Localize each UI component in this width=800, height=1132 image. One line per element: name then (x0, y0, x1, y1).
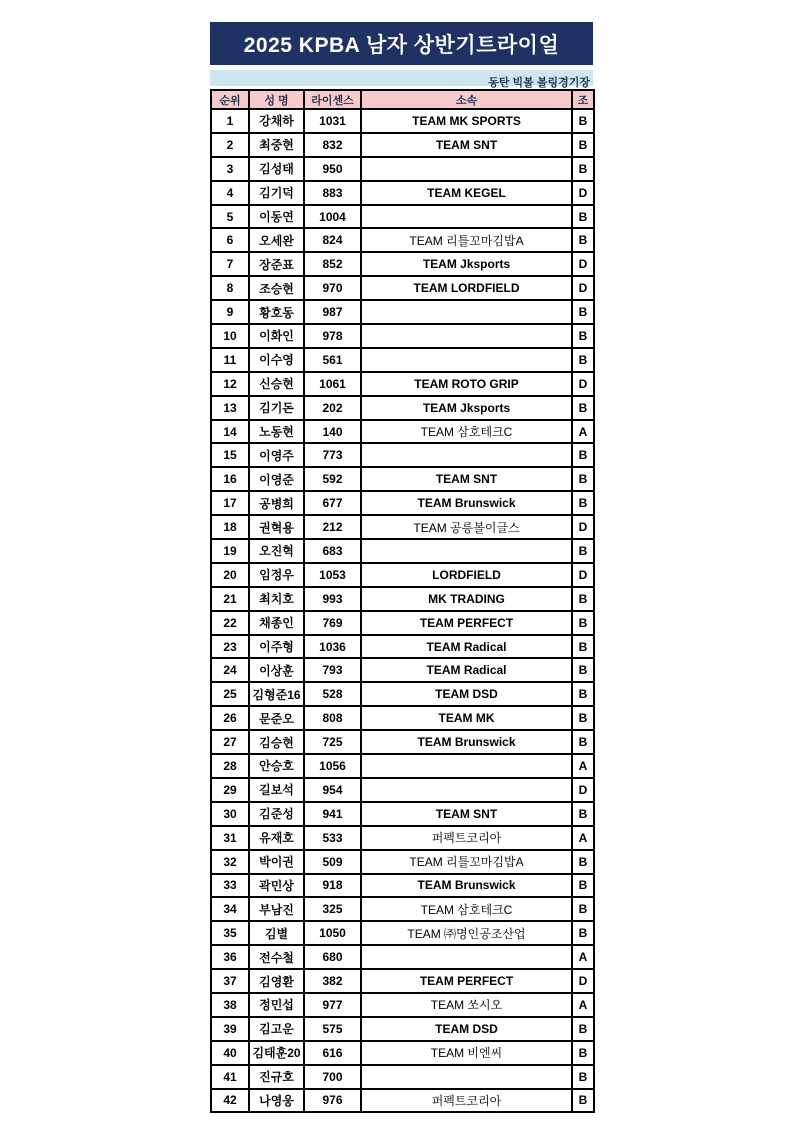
cell-team: TEAM ㈜명인공조산업 (361, 921, 572, 945)
cell-team: TEAM Brunswick (361, 874, 572, 898)
cell-rank: 22 (211, 611, 249, 635)
table-row (211, 1065, 594, 1089)
cell-group: B (572, 1041, 594, 1065)
col-header-license: 라이센스 (304, 90, 361, 109)
cell-team: TEAM 쏘시오 (361, 993, 572, 1017)
cell-team: TEAM SNT (361, 133, 572, 157)
cell-group: B (572, 324, 594, 348)
cell-name: 김영환 (249, 969, 304, 993)
roster-document (210, 22, 593, 1113)
cell-name: 강채하 (249, 109, 304, 133)
cell-name: 오세완 (249, 228, 304, 252)
cell-group: B (572, 205, 594, 229)
cell-license: 1050 (304, 921, 361, 945)
cell-rank: 6 (211, 228, 249, 252)
cell-license: 950 (304, 157, 361, 181)
cell-name: 이영주 (249, 443, 304, 467)
col-header-group: 조 (572, 90, 594, 109)
cell-team: TEAM PERFECT (361, 969, 572, 993)
cell-rank: 25 (211, 682, 249, 706)
cell-license: 970 (304, 276, 361, 300)
cell-name: 노동현 (249, 420, 304, 444)
cell-team: MK TRADING (361, 587, 572, 611)
cell-license: 808 (304, 706, 361, 730)
cell-license: 987 (304, 300, 361, 324)
cell-license: 1061 (304, 372, 361, 396)
cell-rank: 39 (211, 1017, 249, 1041)
cell-rank: 9 (211, 300, 249, 324)
cell-team: TEAM ROTO GRIP (361, 372, 572, 396)
cell-team: TEAM Radical (361, 658, 572, 682)
cell-team: TEAM Brunswick (361, 491, 572, 515)
table-header-row (211, 90, 594, 109)
cell-name: 공병희 (249, 491, 304, 515)
cell-group: B (572, 730, 594, 754)
cell-group: B (572, 587, 594, 611)
cell-license: 1053 (304, 563, 361, 587)
table-row (211, 252, 594, 276)
cell-rank: 11 (211, 348, 249, 372)
title-banner (210, 22, 593, 65)
cell-group: B (572, 850, 594, 874)
cell-team: TEAM Radical (361, 635, 572, 659)
cell-rank: 7 (211, 252, 249, 276)
cell-license: 1031 (304, 109, 361, 133)
cell-license: 832 (304, 133, 361, 157)
cell-rank: 12 (211, 372, 249, 396)
cell-license: 976 (304, 1089, 361, 1113)
cell-license: 954 (304, 778, 361, 802)
cell-name: 정민섭 (249, 993, 304, 1017)
cell-team (361, 205, 572, 229)
cell-name: 김기돈 (249, 396, 304, 420)
table-row (211, 181, 594, 205)
cell-license: 993 (304, 587, 361, 611)
table-row (211, 587, 594, 611)
cell-name: 문준오 (249, 706, 304, 730)
cell-rank: 23 (211, 635, 249, 659)
table-row (211, 443, 594, 467)
cell-name: 이주형 (249, 635, 304, 659)
cell-group: B (572, 874, 594, 898)
cell-rank: 34 (211, 897, 249, 921)
cell-rank: 17 (211, 491, 249, 515)
cell-name: 오진혁 (249, 539, 304, 563)
cell-team: TEAM 삼호테크C (361, 420, 572, 444)
cell-license: 824 (304, 228, 361, 252)
cell-rank: 33 (211, 874, 249, 898)
cell-group: A (572, 993, 594, 1017)
cell-name: 김준성 (249, 802, 304, 826)
cell-rank: 32 (211, 850, 249, 874)
cell-group: A (572, 945, 594, 969)
cell-group: B (572, 133, 594, 157)
cell-license: 575 (304, 1017, 361, 1041)
cell-rank: 4 (211, 181, 249, 205)
cell-name: 채종인 (249, 611, 304, 635)
cell-name: 김태훈20 (249, 1041, 304, 1065)
cell-rank: 27 (211, 730, 249, 754)
cell-license: 725 (304, 730, 361, 754)
cell-name: 황호동 (249, 300, 304, 324)
cell-rank: 13 (211, 396, 249, 420)
cell-license: 1004 (304, 205, 361, 229)
cell-group: D (572, 969, 594, 993)
table-row (211, 157, 594, 181)
cell-group: B (572, 1017, 594, 1041)
cell-group: B (572, 802, 594, 826)
table-row (211, 850, 594, 874)
table-row (211, 945, 594, 969)
col-header-name: 성 명 (249, 90, 304, 109)
cell-rank: 41 (211, 1065, 249, 1089)
cell-group: B (572, 706, 594, 730)
cell-name: 진규호 (249, 1065, 304, 1089)
table-row (211, 372, 594, 396)
table-row (211, 515, 594, 539)
cell-team: TEAM MK (361, 706, 572, 730)
cell-team: TEAM 삼호테크C (361, 897, 572, 921)
cell-team (361, 300, 572, 324)
cell-group: B (572, 611, 594, 635)
cell-team: TEAM 리틀꼬마김밥A (361, 850, 572, 874)
table-row (211, 611, 594, 635)
cell-group: B (572, 897, 594, 921)
cell-license: 977 (304, 993, 361, 1017)
cell-rank: 42 (211, 1089, 249, 1113)
cell-group: A (572, 754, 594, 778)
cell-group: D (572, 778, 594, 802)
table-row (211, 706, 594, 730)
cell-name: 길보석 (249, 778, 304, 802)
table-row (211, 682, 594, 706)
cell-team: TEAM PERFECT (361, 611, 572, 635)
cell-rank: 37 (211, 969, 249, 993)
cell-group: A (572, 826, 594, 850)
cell-name: 권혁용 (249, 515, 304, 539)
cell-group: B (572, 109, 594, 133)
cell-group: D (572, 563, 594, 587)
cell-group: D (572, 515, 594, 539)
cell-group: D (572, 181, 594, 205)
cell-team: TEAM 리틀꼬마김밥A (361, 228, 572, 252)
cell-license: 769 (304, 611, 361, 635)
cell-name: 안승호 (249, 754, 304, 778)
cell-group: B (572, 396, 594, 420)
cell-group: D (572, 252, 594, 276)
cell-team: 퍼펙트코리아 (361, 1089, 572, 1113)
cell-license: 592 (304, 467, 361, 491)
table-row (211, 228, 594, 252)
cell-rank: 26 (211, 706, 249, 730)
cell-rank: 21 (211, 587, 249, 611)
cell-license: 325 (304, 897, 361, 921)
cell-rank: 38 (211, 993, 249, 1017)
cell-group: D (572, 372, 594, 396)
cell-name: 최치호 (249, 587, 304, 611)
table-row (211, 205, 594, 229)
cell-team: TEAM Jksports (361, 396, 572, 420)
cell-license: 561 (304, 348, 361, 372)
cell-team: TEAM SNT (361, 802, 572, 826)
cell-license: 773 (304, 443, 361, 467)
col-header-rank: 순위 (211, 90, 249, 109)
cell-group: B (572, 682, 594, 706)
cell-team (361, 778, 572, 802)
cell-rank: 8 (211, 276, 249, 300)
cell-name: 조승현 (249, 276, 304, 300)
cell-rank: 5 (211, 205, 249, 229)
venue-band (210, 70, 593, 89)
cell-license: 700 (304, 1065, 361, 1089)
cell-rank: 29 (211, 778, 249, 802)
cell-rank: 1 (211, 109, 249, 133)
cell-rank: 16 (211, 467, 249, 491)
cell-license: 883 (304, 181, 361, 205)
table-row (211, 730, 594, 754)
cell-team (361, 945, 572, 969)
cell-rank: 19 (211, 539, 249, 563)
cell-team (361, 754, 572, 778)
table-row (211, 420, 594, 444)
table-row (211, 993, 594, 1017)
cell-team: TEAM Jksports (361, 252, 572, 276)
cell-license: 793 (304, 658, 361, 682)
cell-group: B (572, 157, 594, 181)
cell-team: TEAM SNT (361, 467, 572, 491)
table-row (211, 897, 594, 921)
cell-rank: 3 (211, 157, 249, 181)
table-row (211, 969, 594, 993)
cell-rank: 30 (211, 802, 249, 826)
cell-team: TEAM LORDFIELD (361, 276, 572, 300)
cell-group: D (572, 276, 594, 300)
cell-rank: 15 (211, 443, 249, 467)
cell-team (361, 324, 572, 348)
table-row (211, 921, 594, 945)
cell-name: 이화인 (249, 324, 304, 348)
cell-group: B (572, 491, 594, 515)
cell-license: 202 (304, 396, 361, 420)
cell-name: 김성태 (249, 157, 304, 181)
cell-license: 978 (304, 324, 361, 348)
cell-name: 김기덕 (249, 181, 304, 205)
table-row (211, 491, 594, 515)
cell-group: A (572, 420, 594, 444)
cell-rank: 35 (211, 921, 249, 945)
cell-name: 유재호 (249, 826, 304, 850)
cell-rank: 18 (211, 515, 249, 539)
cell-group: B (572, 228, 594, 252)
cell-rank: 40 (211, 1041, 249, 1065)
cell-name: 신승현 (249, 372, 304, 396)
cell-name: 곽민상 (249, 874, 304, 898)
cell-team: TEAM Brunswick (361, 730, 572, 754)
table-row (211, 563, 594, 587)
cell-license: 382 (304, 969, 361, 993)
cell-name: 김형준16 (249, 682, 304, 706)
cell-group: B (572, 300, 594, 324)
table-row (211, 133, 594, 157)
cell-name: 이수영 (249, 348, 304, 372)
table-row (211, 396, 594, 420)
page-title: 2025 KPBA 남자 상반기트라이얼 (243, 33, 560, 57)
cell-rank: 14 (211, 420, 249, 444)
cell-name: 이동연 (249, 205, 304, 229)
cell-license: 941 (304, 802, 361, 826)
cell-name: 이상훈 (249, 658, 304, 682)
cell-rank: 2 (211, 133, 249, 157)
cell-team (361, 539, 572, 563)
cell-license: 1036 (304, 635, 361, 659)
cell-license: 1056 (304, 754, 361, 778)
cell-team (361, 157, 572, 181)
table-row (211, 109, 594, 133)
cell-rank: 36 (211, 945, 249, 969)
roster-table (210, 89, 595, 1113)
cell-team (361, 1065, 572, 1089)
cell-rank: 20 (211, 563, 249, 587)
cell-license: 509 (304, 850, 361, 874)
venue-label: 동탄 빅볼 볼링경기장 (488, 77, 590, 89)
col-header-team: 소속 (361, 90, 572, 109)
cell-group: B (572, 539, 594, 563)
cell-name: 박이권 (249, 850, 304, 874)
cell-rank: 31 (211, 826, 249, 850)
cell-group: B (572, 635, 594, 659)
cell-team: 퍼펙트코리아 (361, 826, 572, 850)
cell-team: TEAM 비엔씨 (361, 1041, 572, 1065)
cell-name: 전수철 (249, 945, 304, 969)
cell-rank: 28 (211, 754, 249, 778)
table-row (211, 802, 594, 826)
cell-name: 임정우 (249, 563, 304, 587)
table-row (211, 276, 594, 300)
cell-license: 852 (304, 252, 361, 276)
table-row (211, 1089, 594, 1113)
cell-license: 683 (304, 539, 361, 563)
cell-group: B (572, 1089, 594, 1113)
cell-group: B (572, 443, 594, 467)
cell-license: 140 (304, 420, 361, 444)
table-row (211, 539, 594, 563)
cell-license: 680 (304, 945, 361, 969)
table-row (211, 1017, 594, 1041)
table-row (211, 874, 594, 898)
cell-name: 김별 (249, 921, 304, 945)
cell-name: 부남진 (249, 897, 304, 921)
cell-team: TEAM 공릉볼이글스 (361, 515, 572, 539)
cell-name: 장준표 (249, 252, 304, 276)
cell-name: 최중현 (249, 133, 304, 157)
cell-team: TEAM MK SPORTS (361, 109, 572, 133)
cell-name: 김고운 (249, 1017, 304, 1041)
table-row (211, 467, 594, 491)
table-row (211, 300, 594, 324)
cell-license: 616 (304, 1041, 361, 1065)
cell-name: 이영준 (249, 467, 304, 491)
table-row (211, 324, 594, 348)
table-row (211, 348, 594, 372)
cell-team (361, 348, 572, 372)
table-row (211, 658, 594, 682)
cell-license: 533 (304, 826, 361, 850)
table-row (211, 826, 594, 850)
cell-team: TEAM DSD (361, 1017, 572, 1041)
roster-table-body (211, 109, 594, 1112)
cell-team (361, 443, 572, 467)
cell-name: 나영웅 (249, 1089, 304, 1113)
table-row (211, 778, 594, 802)
cell-license: 212 (304, 515, 361, 539)
table-row (211, 635, 594, 659)
cell-license: 528 (304, 682, 361, 706)
cell-group: B (572, 921, 594, 945)
cell-rank: 24 (211, 658, 249, 682)
cell-group: B (572, 467, 594, 491)
cell-license: 918 (304, 874, 361, 898)
cell-license: 677 (304, 491, 361, 515)
cell-group: B (572, 348, 594, 372)
cell-team: TEAM KEGEL (361, 181, 572, 205)
table-row (211, 754, 594, 778)
cell-team: LORDFIELD (361, 563, 572, 587)
cell-group: B (572, 658, 594, 682)
cell-rank: 10 (211, 324, 249, 348)
cell-group: B (572, 1065, 594, 1089)
cell-team: TEAM DSD (361, 682, 572, 706)
table-row (211, 1041, 594, 1065)
cell-name: 김승현 (249, 730, 304, 754)
